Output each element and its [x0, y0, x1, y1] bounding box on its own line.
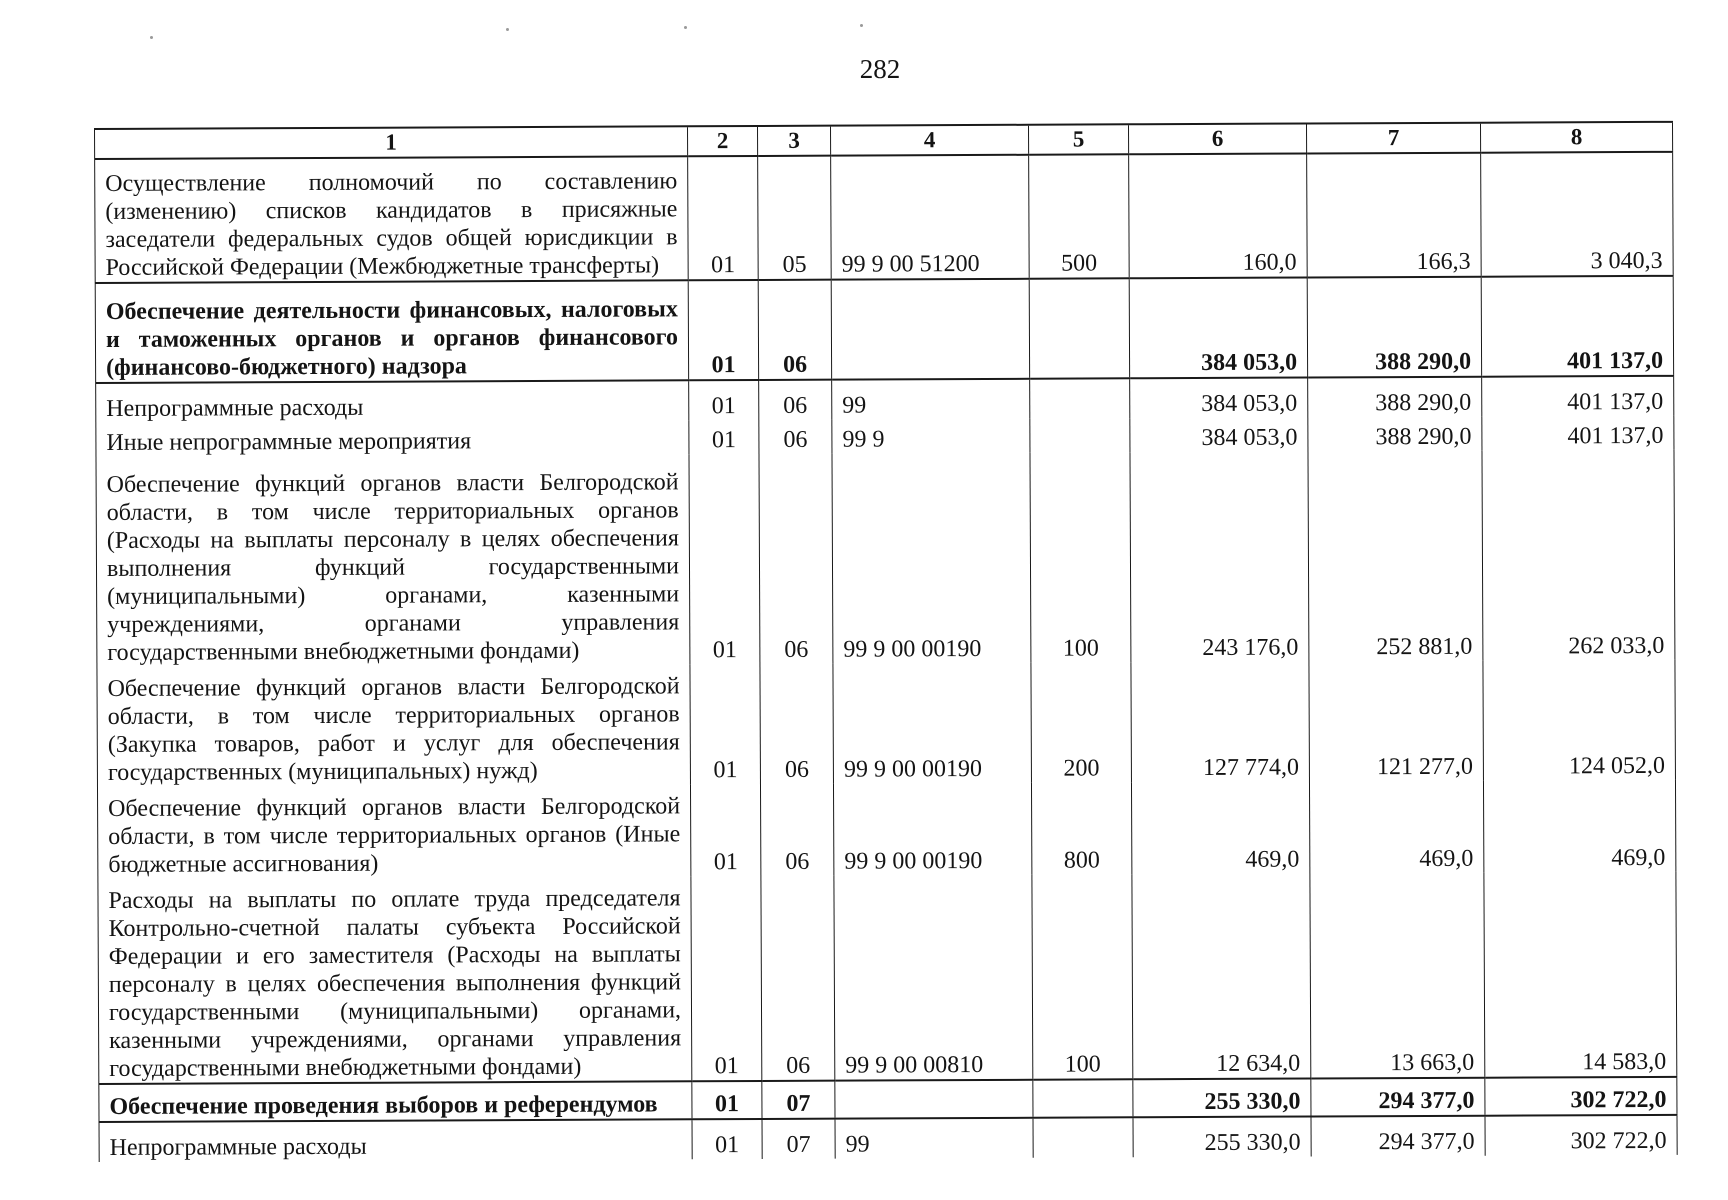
row-name: Иные непрограммные мероприятия [96, 420, 689, 457]
row-expense-type [1033, 1117, 1133, 1157]
row-amount-2: 388 290,0 [1308, 377, 1482, 418]
row-target-article: 99 9 [832, 419, 1030, 454]
row-amount-1: 127 774,0 [1131, 661, 1310, 782]
column-header-3: 3 [757, 126, 830, 156]
row-name: Расходы на выплаты по оплате труда председателя Контрольно-счетной палаты субъекта Российской Федерации и его заместителя (Расходы на выплаты персоналу в целях обеспечения выполнения функций государственными (муниципальными) органами, казенными учреждениями, органами управления государственными внебюджетными фондами) [98, 876, 692, 1084]
row-amount-3: 469,0 [1483, 780, 1675, 873]
row-amount-3: 124 052,0 [1483, 660, 1676, 781]
row-amount-1: 255 330,0 [1133, 1116, 1311, 1157]
row-name: Обеспечение функций органов власти Белгородской области, в том числе территориальных органов (Иные бюджетные ассигнования) [97, 784, 690, 879]
row-amount-1: 384 053,0 [1130, 417, 1308, 452]
budget-table [94, 121, 1678, 1162]
row-amount-1: 160,0 [1129, 153, 1308, 278]
row-expense-type: 100 [1030, 452, 1131, 662]
row-expense-type [1033, 1079, 1133, 1117]
column-header-5: 5 [1028, 124, 1128, 154]
row-amount-2: 166,3 [1307, 153, 1482, 278]
row-amount-2: 469,0 [1309, 781, 1483, 874]
row-amount-2: 13 663,0 [1310, 873, 1485, 1079]
row-name: Обеспечение функций органов власти Белгородской области, в том числе территориальных органов (Закупка товаров, работ и услуг для обеспечения государственных (муниципальных) нужд) [97, 664, 691, 787]
row-amount-3: 401 137,0 [1482, 416, 1674, 451]
row-name: Непрограммные расходы [99, 1119, 692, 1162]
row-subsection: 06 [759, 454, 833, 664]
row-name: Обеспечение деятельности финансовых, налоговых и таможенных органов и органов финансового (финансово-бюджетного) надзора [95, 280, 688, 383]
row-expense-type: 500 [1029, 154, 1130, 278]
row-amount-2: 388 290,0 [1307, 277, 1481, 378]
table-row [96, 376, 1674, 423]
table-body [95, 152, 1678, 1162]
table-row [98, 872, 1677, 1084]
row-subsection: 06 [759, 420, 832, 454]
row-subsection: 06 [760, 784, 833, 876]
row-target-article: 99 [832, 379, 1030, 420]
row-expense-type: 100 [1032, 874, 1133, 1079]
row-subsection: 06 [761, 876, 835, 1081]
row-amount-2: 121 277,0 [1309, 661, 1484, 782]
row-amount-2: 294 377,0 [1311, 1078, 1485, 1117]
row-subsection: 06 [758, 280, 831, 380]
row-amount-1: 469,0 [1131, 781, 1309, 874]
table-row-section-total [95, 276, 1673, 383]
row-section: 01 [689, 380, 759, 420]
row-target-article: 99 9 00 00190 [833, 783, 1031, 876]
row-amount-1: 12 634,0 [1132, 873, 1311, 1079]
row-expense-type: 200 [1031, 662, 1132, 782]
row-amount-1: 384 053,0 [1130, 377, 1308, 418]
row-amount-3: 262 033,0 [1482, 450, 1675, 661]
row-amount-3: 14 583,0 [1484, 872, 1677, 1078]
row-target-article: 99 9 00 51200 [831, 155, 1030, 280]
table-row [97, 660, 1676, 787]
table-row [96, 416, 1674, 457]
column-header-7: 7 [1306, 123, 1480, 154]
column-header-1: 1 [95, 126, 688, 159]
table-row [97, 780, 1675, 879]
row-section: 01 [689, 454, 760, 664]
row-section: 01 [690, 784, 760, 876]
table-row [95, 152, 1674, 283]
column-header-4: 4 [830, 125, 1028, 156]
page-number: 282 [859, 54, 901, 84]
row-section: 01 [692, 1119, 762, 1159]
row-amount-1: 243 176,0 [1130, 451, 1309, 662]
row-amount-3: 302 722,0 [1485, 1077, 1677, 1116]
row-target-article: 99 [835, 1118, 1033, 1159]
row-amount-3: 401 137,0 [1481, 276, 1673, 377]
row-section: 01 [688, 280, 758, 380]
row-target-article: 99 9 00 00810 [834, 875, 1033, 1081]
row-expense-type [1030, 378, 1130, 418]
row-section: 01 [689, 420, 759, 454]
row-section: 01 [691, 876, 762, 1081]
row-name: Обеспечение функций органов власти Белгородской области, в том числе территориальных органов (Расходы на выплаты персоналу в целях обеспечения выполнения функций государственными (муниципальными) органами, казенными учреждениями, органами управления государственными внебюджетными фондами) [96, 454, 690, 667]
row-subsection: 07 [762, 1119, 835, 1159]
row-expense-type [1030, 418, 1130, 452]
table-row [96, 450, 1675, 667]
row-subsection: 05 [758, 156, 832, 280]
column-header-8: 8 [1480, 122, 1672, 153]
row-expense-type [1029, 278, 1129, 378]
row-section: 01 [690, 664, 761, 784]
row-amount-2: 388 290,0 [1308, 417, 1482, 452]
row-amount-3: 401 137,0 [1482, 376, 1674, 417]
row-subsection: 07 [762, 1081, 835, 1119]
row-amount-2: 294 377,0 [1311, 1116, 1485, 1157]
column-header-2: 2 [687, 126, 757, 156]
row-target-article: 99 9 00 00190 [832, 453, 1031, 664]
row-subsection: 06 [759, 380, 832, 420]
row-section: 01 [692, 1081, 762, 1119]
row-amount-1: 255 330,0 [1133, 1078, 1311, 1117]
row-target-article [835, 1080, 1033, 1119]
row-target-article: 99 9 00 00190 [833, 663, 1032, 784]
row-amount-3: 302 722,0 [1485, 1115, 1677, 1156]
row-expense-type: 800 [1031, 782, 1131, 874]
row-name: Обеспечение проведения выборов и референдумов [99, 1081, 692, 1122]
row-name: Непрограммные расходы [96, 380, 689, 423]
row-amount-3: 3 040,3 [1481, 152, 1674, 277]
row-amount-2: 252 881,0 [1308, 451, 1483, 662]
column-header-6: 6 [1128, 123, 1306, 154]
row-section: 01 [688, 156, 759, 280]
table-row [99, 1115, 1677, 1162]
row-target-article [831, 279, 1029, 380]
row-name: Осуществление полномочий по составлению (изменению) списков кандидатов в присяжные заседатели федеральных судов общей юрисдикции в Российской Федерации (Межбюджетные трансферты) [95, 156, 689, 283]
row-subsection: 06 [760, 664, 834, 784]
row-amount-1: 384 053,0 [1129, 277, 1307, 378]
